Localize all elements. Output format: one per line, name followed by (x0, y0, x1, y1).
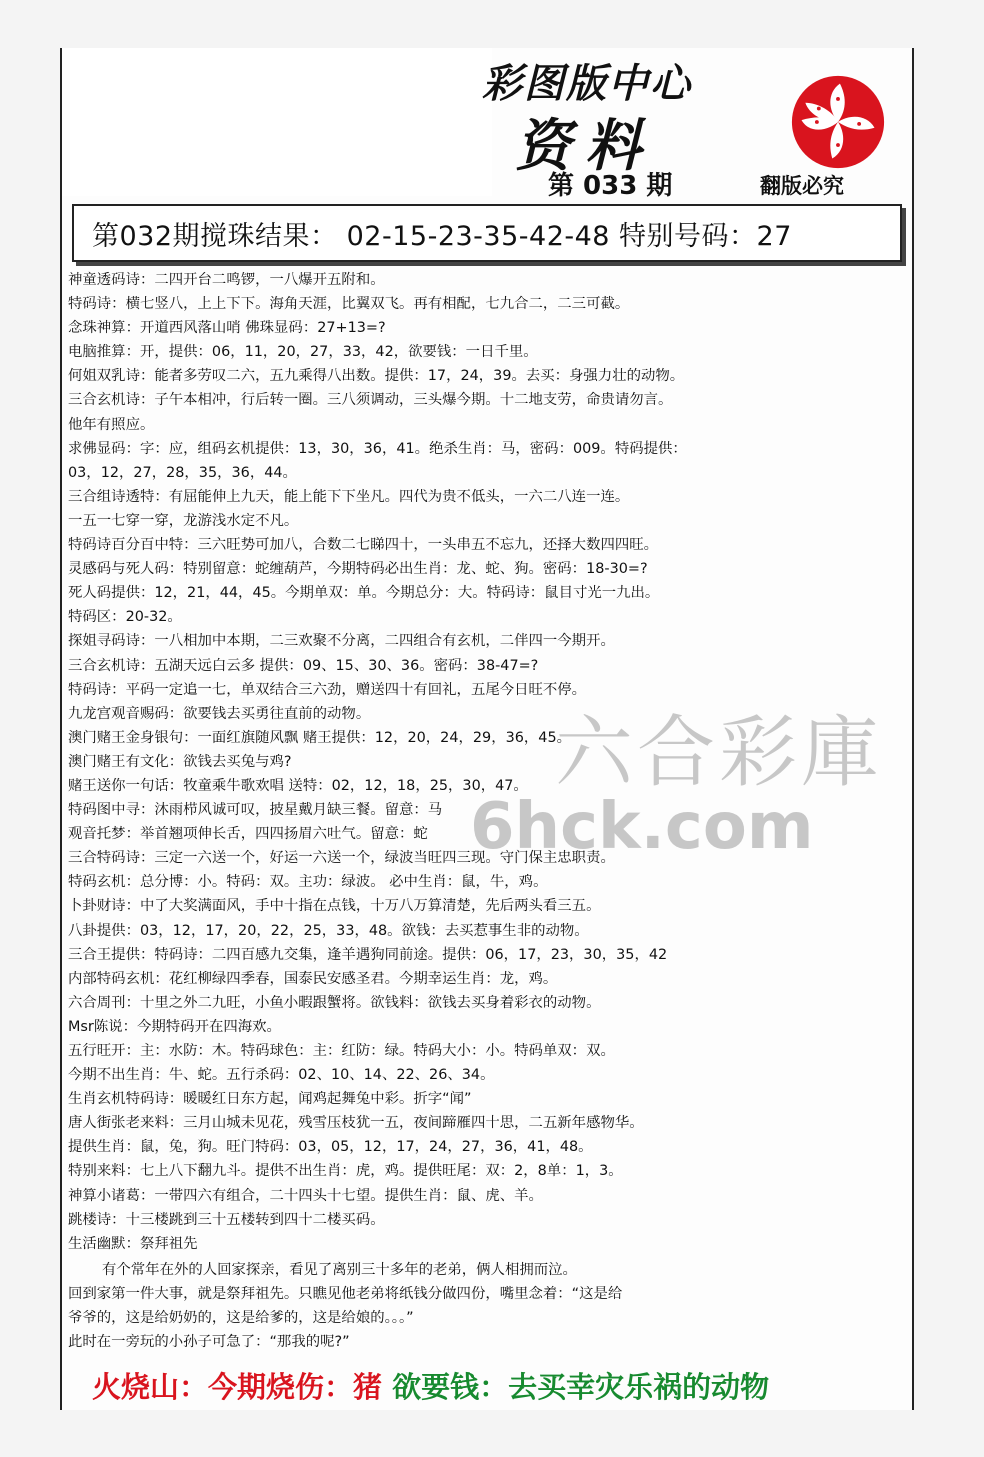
content-row: 03，12，27，28，35，36，44。 (68, 464, 297, 481)
content-row: 神算小诸葛：一带四六有组合，二十四头十七望。提供生肖：鼠、虎、羊。 (68, 1187, 543, 1204)
content-row: 特码诗：平码一定追一七，单双结合三六劲，赠送四十有回礼，五尾今日旺不停。 (68, 681, 587, 698)
content-row: 三合王提供：特码诗：二四百感九交集，逢羊遇狗同前途。提供：06，17，23，30，35，42 (68, 946, 668, 963)
publication-title-main: 资料 (515, 113, 655, 179)
watermark-text-1: 六合彩庫 (555, 708, 884, 798)
content-row: 五行旺开：主：水防：木。特码球色：主：红防：绿。特码大小：小。特码单双：双。 (68, 1043, 615, 1059)
content-row: 生活幽默：祭拜祖先 (68, 1235, 198, 1252)
content-row: 唐人街张老来料：三月山城未见花，残雪压枝犹一五，夜间蹄雁四十思，二五新年感物华。 (68, 1115, 644, 1132)
antipiracy-notice: 翻版必究 (760, 174, 844, 198)
content-row: 提供生肖：鼠，兔，狗。旺门特码：03，05，12，17，24，27，36，41，48。 (68, 1139, 593, 1156)
footer-part-1: 火烧山：今期烧伤：猪 (92, 1370, 383, 1404)
content-row: 三合玄机诗：子午本相冲，行后转一圈。三八须调动，三头爆今期。十二地支劳，命贵请勿言。 (68, 392, 673, 409)
footer-line (92, 1365, 769, 1406)
content-row: Msr陈说：今期特码开在四海欢。 (68, 1018, 281, 1035)
content-row: 三合玄机诗：五湖天远白云多 提供：09、15、30、36。密码：38-47=? (68, 657, 539, 674)
content-row: 特码诗百分百中特：三六旺势可加八，合数二七睇四十，一头串五不忘九，还择大数四四旺。 (68, 537, 659, 554)
content-row: 生肖玄机特码诗：暖暖红日东方起，闻鸡起舞兔中彩。折字“闻” (68, 1091, 472, 1108)
content-row: 他年有照应。 (68, 416, 155, 433)
content-row: 九龙宫观音赐码：欲要钱去买勇往直前的动物。 (68, 705, 371, 722)
draw-result-box (72, 204, 902, 262)
content-row: 求佛显码：字：应，组码玄机提供：13，30，36，41。绝杀生肖：马，密码：009。特码提供： (68, 440, 687, 457)
content-row: 探姐寻码诗：一八相加中本期，二三欢聚不分离，二四组合有玄机，二伴四一今期开。 (68, 633, 615, 650)
content-row: 特码区：20-32。 (68, 609, 182, 626)
content-row: 赌王送你一句话：牧童乘牛歌欢唱 送特：02，12，18，25，30，47。 (68, 777, 528, 794)
content-row: 电脑推算：开，提供：06，11，20，27，33，42，欲要钱：一日千里。 (68, 344, 538, 361)
header-blank-area (62, 48, 492, 196)
draw-result-text: 第032期搅珠结果： 02-15-23-35-42-48 特别号码：27 (92, 221, 792, 252)
content-row: 八卦提供：03，12，17，20，22，25，33，48。欲钱：去买惹事生非的动物。 (68, 922, 589, 939)
content-row: 澳门赌王有文化：欲钱去买兔与鸡? (68, 753, 292, 770)
content-row: 澳门赌王金身银句：一面红旗随风飘 赌王提供：12，20，24，29，36，45。 (68, 729, 571, 746)
content-row: 死人码提供：12，21，44，45。今期单双：单。今期总分：大。特码诗：鼠目寸光一九出。 (68, 585, 660, 602)
story-line: 有个常年在外的人回家探亲，看见了离别三十多年的老弟，俩人相拥而泣。 (102, 1261, 577, 1278)
content-row: 特码图中寻：沐雨栉风诚可叹，披星戴月缺三餐。留意：马 (68, 802, 443, 819)
content-row: 跳楼诗：十三楼跳到三十五楼转到四十二楼买码。 (68, 1211, 385, 1228)
footer-part-2: 欲要钱：去买幸灾乐祸的动物 (392, 1370, 770, 1404)
publication-title-top: 彩图版中心 (482, 60, 692, 107)
content-row: 一五一七穿一穿，龙游浅水定不凡。 (68, 512, 299, 529)
humor-story (68, 1258, 900, 1354)
story-line: 此时在一旁玩的小孙子可急了：“那我的呢?” (68, 1334, 350, 1351)
content-row: 三合组诗透特：有屈能伸上九天，能上能下下坐凡。四代为贵不低头，一六二八连一连。 (68, 488, 630, 505)
content-row: 神童透码诗：二四开台二鸣锣，一八爆开五附和。 (68, 272, 385, 288)
content-row: 特码诗：横七竖八，上上下下。海角天涯，比翼双飞。再有相配，七九合二，二三可截。 (68, 296, 630, 313)
content-row: 今期不出生肖：牛、蛇。五行杀码：02、10、14、22、26、34。 (68, 1067, 495, 1084)
content-row: 何姐双乳诗：能者多劳叹二六，五九乘得八出数。提供：17，24，39。去买：身强力壮的动物。 (68, 368, 685, 385)
issue-number: 第 033 期 (548, 171, 673, 201)
content-row: 灵感码与死人码：特别留意：蛇缠葫芦，今期特码必出生肖：龙、蛇、狗。密码：18-30=? (68, 561, 648, 578)
content-row: 内部特码玄机：花红柳绿四季春，国泰民安感圣君。今期幸运生肖：龙，鸡。 (68, 970, 558, 987)
content-row: 六合周刊：十里之外二九旺，小鱼小暇跟蟹将。欲钱料：欲钱去买身着彩衣的动物。 (68, 994, 601, 1011)
content-row: 特码玄机：总分博：小。特码：双。主功：绿波。 必中生肖：鼠，牛，鸡。 (68, 874, 548, 891)
story-line: 回到家第一件大事，就是祭拜祖先。只瞧见他老弟将纸钱分做四份，嘴里念着：“这是给 (68, 1285, 623, 1302)
content-row: 特别来料：七上八下翻九斗。提供不出生肖：虎，鸡。提供旺尾：双：2，8单：1，3。 (68, 1163, 623, 1180)
story-line: 爷爷的，这是给奶奶的，这是给爹的，这是给娘的。。。” (68, 1310, 414, 1327)
bauhinia-flower-icon (790, 74, 886, 170)
content-row: 观音托梦：举首翘项伸长舌，四四扬眉六吐气。留意：蛇 (68, 826, 428, 843)
content-row: 卜卦财诗：中了大奖满面风，手中十指在点钱，十万八万算清楚，先后两头看三五。 (68, 898, 601, 915)
watermark-text-2: 6hck.com (470, 790, 814, 864)
content-row: 三合特码诗：三定一六送一个，好运一六送一个，绿波当旺四三现。守门保主忠职责。 (68, 850, 615, 867)
content-row: 念珠神算：开道西风落山哨 佛珠显码：27+13=? (68, 320, 386, 337)
